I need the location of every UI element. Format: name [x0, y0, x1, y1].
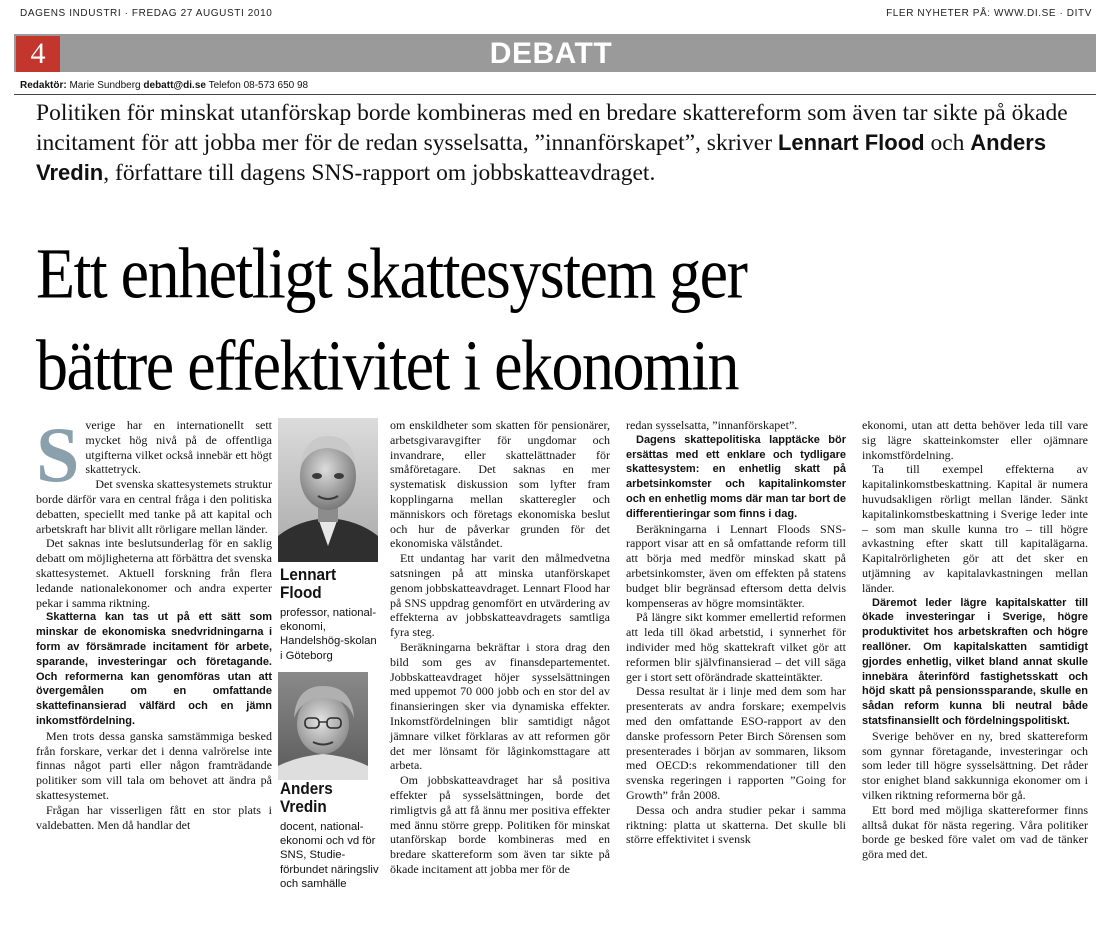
section-title: DEBATT: [489, 37, 613, 70]
paragraph: Dessa resultat är i linje med dem som har presenterats av andra forskare; exempelvis med den omfattande ESO-rapport av den danske professorn Peter Birch Sörensen som presenterades i början av sommaren, liksom med OECD:s rekommendationer till den svenska regeringen i rapporten ”Going for Growth” från 2008.: [626, 684, 846, 802]
editor-name: Marie Sundberg: [69, 80, 141, 91]
byline-first-name-2: Anders: [280, 779, 333, 798]
paragraph: ekonomi, utan att detta behöver leda till vare sig lägre skatteinkomster eller ojämnare inkomstfördelning.: [862, 418, 1088, 462]
paragraph: Ett undantag har varit den målmedvetna satsningen på att minska utanförskapet genom jobbskatteavdraget. Lennart Flood har på SNS uppdrag genomfört en utvärdering av effekterna av jobbskatteavdragets samtliga fyra steg.: [390, 551, 610, 640]
divider: [14, 94, 1096, 95]
ingress-and: och: [924, 130, 971, 156]
editor-email: debatt@di.se: [143, 80, 206, 91]
paragraph: Det svenska skattesystemets struktur borde därför vara en central fråga i den politiska debatten, speciellt med tanke på att kapital och arbetskraft har blivit allt rörligare mellan länder.: [36, 477, 272, 536]
editor-line: [20, 80, 308, 91]
running-header-right: FLER NYHETER PÅ: WWW.DI.SE · DITV: [886, 8, 1092, 19]
paragraph: Men trots dessa ganska samstämmiga besked från forskare, verkar det i denna valrörelse inte finnas något parti eller någon framträdande politiker som vill tala om behovet att ändra på skattesystemet.: [36, 728, 272, 802]
ingress-author-1: Lennart Flood: [777, 130, 925, 155]
paragraph: Frågan har visserligen fått en stor plats i valdebatten. Men då handlar det: [36, 802, 272, 832]
headline-line-2: bättre effektivitet i ekonomin: [36, 325, 739, 405]
editor-phone: Telefon 08-573 650 98: [208, 80, 309, 91]
paragraph: [36, 411, 272, 498]
editor-label: Redaktör:: [20, 80, 67, 91]
portrait-lennart-flood: [278, 418, 378, 562]
paragraph: redan sysselsatta, ”innanförskapet”.: [626, 418, 798, 432]
paragraph: Dagens skattepolitiska lapptäcke bör ersättas med ett enklare och tydligare skattesystem: en enhetlig skatt på arbetsinkomster och kapitalinkomster och en enhetlig moms där man tar bort de differentieringar som finns i dag.: [626, 433, 846, 520]
ingress-text-2: , författare till dagens SNS-rapport om jobbskatteavdraget.: [103, 160, 656, 186]
paragraph: På längre sikt kommer emellertid reformen att leda till ökad arbetstid, i synnerhet för individer med hög skattekraft vilket gör att reformen blir självfinansierad – det vill säga ger i stort sett oförändrade skatteintäkter.: [626, 610, 846, 684]
byline-first-name-1: Lennart: [280, 565, 337, 584]
paragraph: Däremot leder lägre kapitalskatter till ökade investeringar i Sverige, högre produktivitet hos arbetskraften och högre reallöner. Om kapitalskatten samtidigt gjordes enhetlig, vilket bland annat skulle innebära återinförd fastighetsskatt och höjd skatt på pensionssparande, skulle en sådan reform kunna bli neutral både statsfinansiellt och fördelningspolitiskt.: [862, 596, 1088, 727]
article-column-1: [36, 411, 272, 832]
ingress-author-2: Anders Vredin: [36, 130, 1047, 185]
ingress-text-1: Politiken för minskat utanförskap borde kombineras med en bredare skattereform som även tar sikte på ökade incitament för att jobba mer för de redan sysselsatta, ”innanförskapet”, skriver: [36, 100, 1068, 156]
running-header-left: DAGENS INDUSTRI · FREDAG 27 AUGUSTI 2010: [20, 8, 273, 19]
headline: [36, 228, 1096, 412]
paragraph: Ett bord med möjliga skattereformer finns alltså dukat för nästa regering. Våra politiker borde ge besked före valet om vad de tänker göra med det.: [862, 802, 1088, 862]
ingress: [36, 98, 1086, 188]
paragraph: Dessa och andra studier pekar i samma riktning: platta ut skatterna. Det skulle bli större effektivitet i svensk: [626, 802, 846, 847]
article-column-5: [862, 418, 1088, 862]
drop-cap: S: [36, 411, 80, 498]
paragraph: Ta till exempel effekterna av kapitalinkomstbeskattning. Kapital är numera huvudsakligen rörligt mellan länder. Sänkt kapitalinkomstbeskattning i Sverige leder inte – som man skulle kunna tro – till högre avkastning efter skatt till kapitalägarna. Kapitalrörligheten gör att det sker en utjämning av kapitalavkastningen mellan länder.: [862, 462, 1088, 595]
article-column-3: [390, 418, 610, 877]
byline-caption-2: docent, national-ekonomi och vd för SNS, Studie-förbundet näringsliv och samhälle: [280, 821, 379, 890]
paragraph: Det saknas inte beslutsunderlag för en saklig debatt om möjligheterna att förbättra det svenska skattesystemet. Aktuell forskning från flera ledande nationalekonomer och andra experter pekar i samma riktning.: [36, 536, 272, 610]
paragraph-text: verige har en internationellt sett mycket hög nivå på de offentliga utgifterna vilket också innebär ett högt skattetryck.: [85, 418, 272, 477]
byline-last-name-1: Flood: [280, 583, 322, 602]
paragraph: Skatterna kan tas ut på ett sätt som minskar de ekonomiska snedvridningarna i form av försämrade incitament för arbete, sparande, investeringar och företagande. Och reformerna kan genomföras utan att övergemålen om en omfattande skattefinansierad välfärd och en jämn inkomstfördelning.: [36, 611, 272, 727]
byline-caption-1: professor, national-ekonomi, Handelshög-skolan i Göteborg: [280, 607, 377, 662]
paragraph: Beräkningarna bekräftar i stora drag den bild som ges av finansdepartementet. Jobbskatteavdraget höjer sysselsättningen med uppemot 70 000 jobb och en stor del av finansieringen sker via dynamiska effekter. Inkomstfördelningen blir samtidigt något jämnare vilket förklaras av att reformen gör det mer lönsamt för låginkomsttagare att arbeta.: [390, 639, 610, 773]
paragraph: Beräkningarna i Lennart Floods SNS-rapport visar att en så omfattande reform till att börja med medför minskad skatt på arbetsinkomster, även om effekten på statens budget blir begränsad eftersom detta delvis kompenseras av högre momsintäkter.: [626, 521, 846, 610]
article-column-4: [626, 418, 846, 847]
byline-name-1: [280, 566, 336, 602]
paragraph: om enskildheter som skatten för pensionärer, arbetsgivaravgifter för ungdomar och invandrare, eller skattelättnader för småföretagare. Det saknas en mer systematisk diskussion som lyfter fram kopplingarna mellan skatteregler och människors och företags ekonomiska beslut och hur de påverkar grunden för det ekonomiska välståndet.: [390, 418, 610, 551]
byline-name-2: [280, 780, 333, 816]
paragraph: Sverige behöver en ny, bred skattereform som gynnar företagande, investeringar och som leder till högre sysselsättning. Det råder stor enighet bland sakkunniga ekonomer om i vilken riktning reformerna bör gå.: [862, 728, 1088, 802]
running-header: [20, 8, 1092, 24]
page-number: 4: [16, 36, 60, 72]
byline-last-name-2: Vredin: [280, 797, 327, 816]
paragraph: Om jobbskatteavdraget har så positiva effekter på sysselsättningen, borde det rimligtvis gå att få ännu mer positiva effekter med ännu större grepp. Politiken för minskat utanförskap borde kombineras med en bredare skattereform som även tar sikte på ökade incitament att jobba mer för de: [390, 773, 610, 876]
headline-line-1: Ett enhetligt skattesystem ger: [36, 233, 747, 314]
portrait-anders-vredin: [278, 672, 368, 780]
